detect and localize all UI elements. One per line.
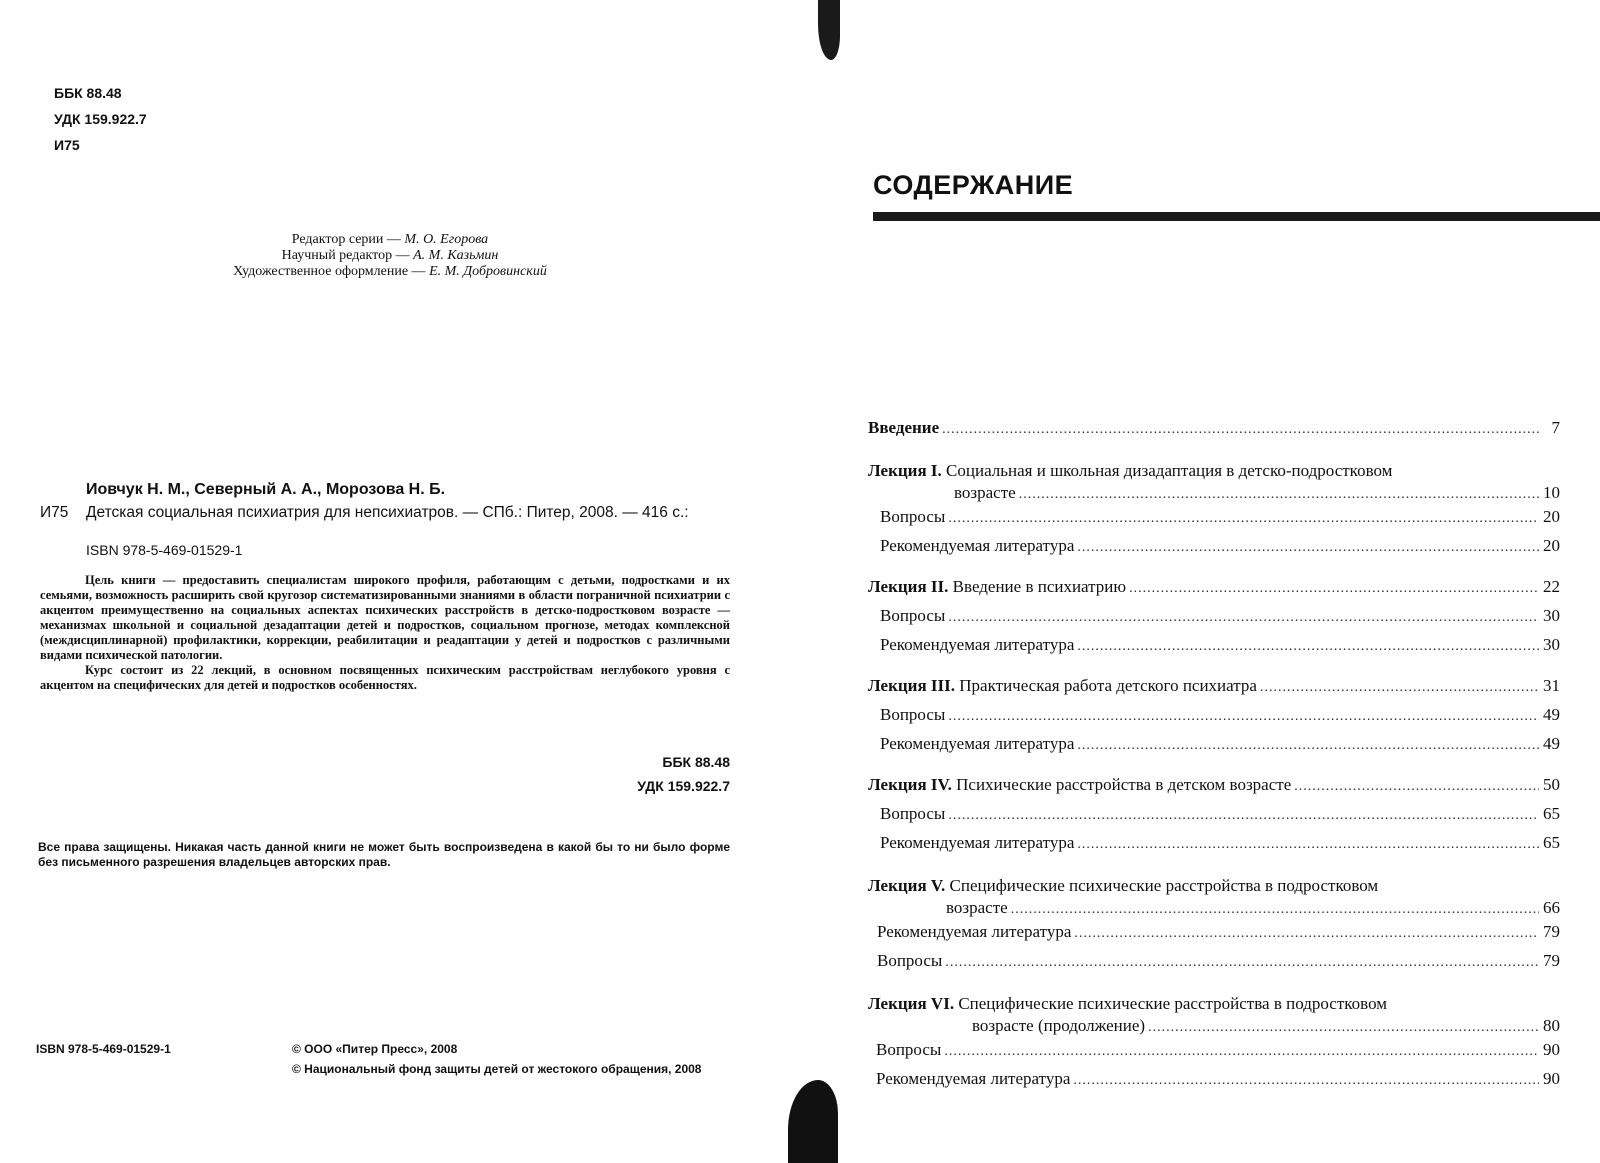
- page-number: 7: [1551, 418, 1560, 437]
- table-of-contents: [868, 418, 1560, 1098]
- page-number: 79: [1543, 951, 1560, 970]
- dot-leader: [1077, 540, 1539, 556]
- page-number: 30: [1543, 606, 1560, 625]
- dot-leader: [1260, 680, 1539, 696]
- toc-lecture-heading[interactable]: Лекция V. Специфические психические расстройства в подростковом: [868, 876, 1379, 895]
- toc-title: СОДЕРЖАНИЕ: [873, 170, 1074, 200]
- toc-entry-lecture[interactable]: возрасте ..... 66: [868, 898, 1560, 922]
- classification-codes-right: [540, 750, 730, 798]
- dot-leader: [1073, 1073, 1539, 1089]
- dot-leader: [948, 709, 1539, 725]
- bib-code: И75: [40, 504, 69, 521]
- page-number: 49: [1543, 734, 1560, 753]
- scan-mark: [818, 0, 840, 60]
- isbn-bottom: ISBN 978-5-469-01529-1: [36, 1042, 171, 1056]
- scan-mark: [788, 1080, 838, 1163]
- toc-entry-sub[interactable]: Рекомендуемая литература ..... 79: [868, 922, 1560, 951]
- editors-block: [180, 232, 600, 280]
- toc-entry-lecture[interactable]: возрасте ..... 10: [868, 483, 1560, 507]
- page-number: 49: [1543, 705, 1560, 724]
- dot-leader: [1129, 581, 1539, 597]
- page-number: 90: [1543, 1040, 1560, 1059]
- toc-lecture-heading[interactable]: Лекция I. Социальная и школьная дизадаптация в детско-подростковом: [868, 461, 1393, 480]
- page-number: 31: [1543, 676, 1560, 695]
- authors: Иовчук Н. М., Северный А. А., Морозова Н. Б.: [86, 481, 446, 498]
- toc-entry-lecture[interactable]: возрасте (продолжение) ..... 80: [868, 1016, 1560, 1040]
- toc-entry-sub[interactable]: Вопросы ..... 79: [868, 951, 1560, 980]
- page-number: 65: [1543, 833, 1560, 852]
- editor-line: Художественное оформление — Е. М. Добровинский: [233, 264, 547, 279]
- toc-entry-lecture[interactable]: Лекция II. Введение в психиатрию ..... 22: [868, 577, 1560, 606]
- title-rule: [873, 212, 1600, 221]
- dot-leader: [1019, 487, 1539, 503]
- isbn-line: ISBN 978-5-469-01529-1: [86, 542, 243, 558]
- dot-leader: [1294, 779, 1539, 795]
- toc-entry-sub[interactable]: Рекомендуемая литература ..... 20: [868, 536, 1560, 565]
- page-number: 80: [1543, 1016, 1560, 1035]
- dot-leader: [1077, 837, 1539, 853]
- abstract: [40, 573, 730, 693]
- toc-entry-intro[interactable]: Введение ..... 7: [868, 418, 1560, 447]
- bbk-code: ББК 88.48: [662, 754, 730, 770]
- udk-code: УДК 159.922.7: [54, 111, 147, 127]
- page-number: 20: [1543, 507, 1560, 526]
- toc-entry-lecture[interactable]: Лекция IV. Психические расстройства в детском возрасте ..... 50: [868, 775, 1560, 804]
- toc-entry-sub[interactable]: Рекомендуемая литература ..... 30: [868, 635, 1560, 664]
- page-number: 20: [1543, 536, 1560, 555]
- copyright-line: © Национальный фонд защиты детей от жестокого обращения, 2008: [292, 1062, 702, 1076]
- toc-entry-lecture[interactable]: Лекция III. Практическая работа детского психиатра ..... 31: [868, 676, 1560, 705]
- dot-leader: [948, 511, 1539, 527]
- bib-title: Детская социальная психиатрия для непсихиатров. — СПб.: Питер, 2008. — 416 с.:: [86, 504, 689, 521]
- page-number: 79: [1543, 922, 1560, 941]
- page-number: 22: [1543, 577, 1560, 596]
- udk-code: УДК 159.922.7: [637, 778, 730, 794]
- toc-entry-sub[interactable]: Вопросы ..... 30: [868, 606, 1560, 635]
- dot-leader: [1077, 639, 1539, 655]
- abstract-paragraph: Цель книги — предоставить специалистам широкого профиля, работающим с детьми, подростками и их семьями, возможность расширить свой кругозор систематизированными знаниями в области пограничной психиатрии с акцентом преимущественно на социальных аспектах психических расстройств в детско-подростковом возрасте — механизмах школьной и социальной дезадаптации детей и подростков, социальном прогнозе, методах комплексной (междисциплинарной) профилактики, коррекции, реабилитации и реадаптации у детей и подростков с различными видами психической патологии.: [40, 573, 730, 662]
- abstract-paragraph: Курс состоит из 22 лекций, в основном посвященных психическим расстройствам неглубокого уровня с акцентом на специфических для детей и подростков особенностях.: [40, 663, 730, 692]
- editor-line: Редактор серии — М. О. Егорова: [291, 232, 489, 247]
- author-mark: И75: [54, 137, 80, 153]
- page-number: 30: [1543, 635, 1560, 654]
- dot-leader: [1148, 1020, 1539, 1036]
- toc-entry-sub[interactable]: Рекомендуемая литература ..... 65: [868, 833, 1560, 862]
- toc-entry-sub[interactable]: Вопросы ..... 49: [868, 705, 1560, 734]
- page-number: 66: [1543, 898, 1560, 917]
- dot-leader: [948, 808, 1539, 824]
- dot-leader: [1011, 902, 1539, 918]
- bbk-code: ББК 88.48: [54, 85, 122, 101]
- rights-notice: Все права защищены. Никакая часть данной книги не может быть воспроизведена в какой бы то ни было форме без письменного разрешения владельцев авторских прав.: [38, 840, 730, 869]
- toc-entry-sub[interactable]: Вопросы ..... 90: [868, 1040, 1560, 1069]
- classification-codes: [54, 80, 147, 158]
- dot-leader: [948, 610, 1539, 626]
- dot-leader: [945, 955, 1539, 971]
- toc-lecture-heading[interactable]: Лекция VI. Специфические психические расстройства в подростковом: [868, 994, 1388, 1013]
- page-number: 50: [1543, 775, 1560, 794]
- dot-leader: [1077, 738, 1539, 754]
- page-number: 65: [1543, 804, 1560, 823]
- toc-entry-sub[interactable]: Рекомендуемая литература ..... 49: [868, 734, 1560, 763]
- dot-leader: [944, 1044, 1539, 1060]
- page-number: 90: [1543, 1069, 1560, 1088]
- toc-entry-sub[interactable]: Рекомендуемая литература ..... 90: [868, 1069, 1560, 1098]
- editor-line: Научный редактор — А. М. Казьмин: [281, 248, 499, 263]
- copyright-line: © ООО «Питер Пресс», 2008: [292, 1042, 458, 1056]
- toc-entry-sub[interactable]: Вопросы ..... 65: [868, 804, 1560, 833]
- toc-entry-sub[interactable]: Вопросы ..... 20: [868, 507, 1560, 536]
- page-number: 10: [1543, 483, 1560, 502]
- dot-leader: [1074, 926, 1539, 942]
- dot-leader: [942, 422, 1539, 438]
